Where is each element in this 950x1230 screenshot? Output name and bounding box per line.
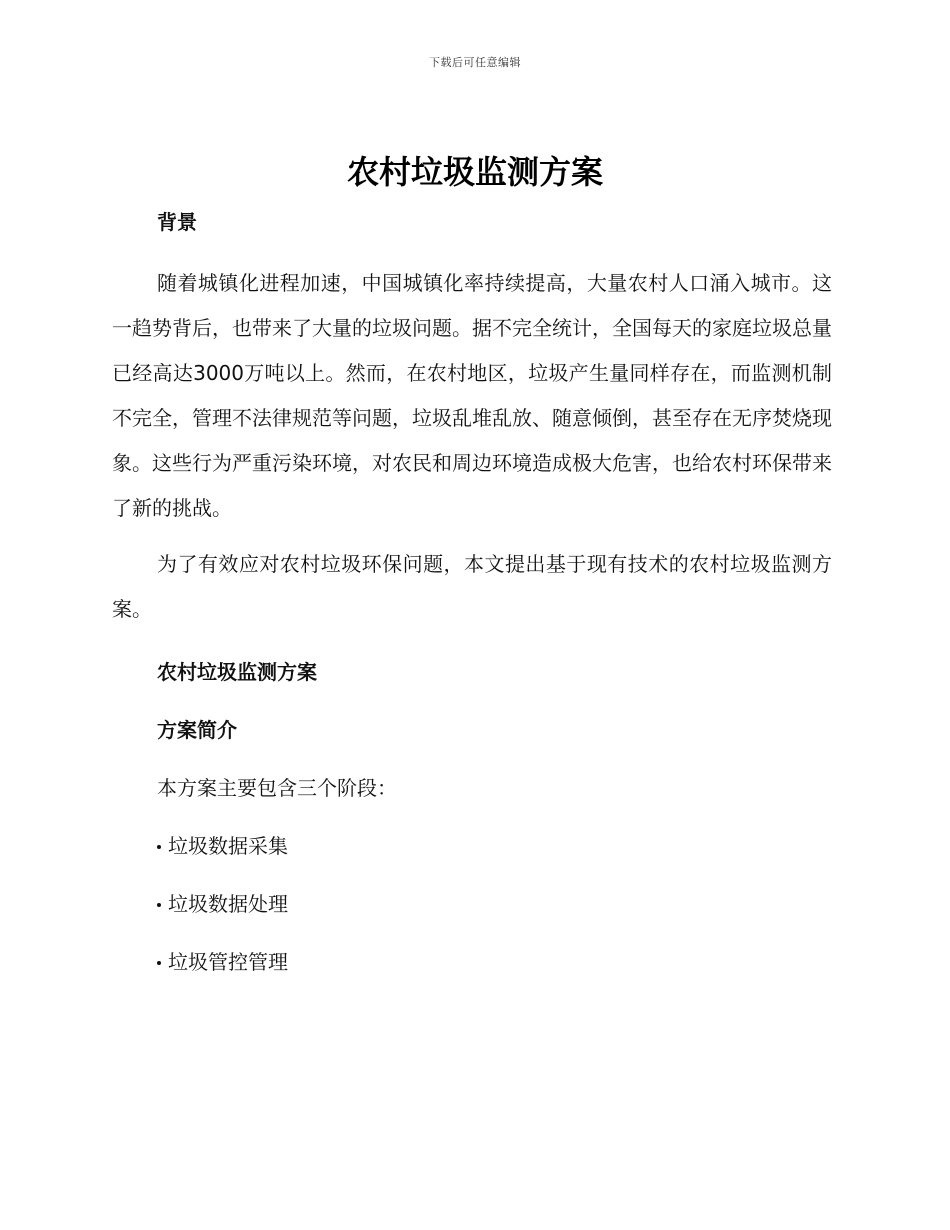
background-paragraph-2: 为了有效应对农村垃圾环保问题，本文提出基于现有技术的农村垃圾监测方案。 — [112, 552, 832, 621]
header-note: 下载后可任意编辑 — [429, 56, 521, 69]
section-heading: 农村垃圾监测方案 — [157, 660, 317, 684]
section-intro: 本方案主要包含三个阶段： — [157, 776, 397, 800]
background-paragraph-1: 随着城镇化进程加速，中国城镇化率持续提高，大量农村人口涌入城市。这一趋势背后，也带来了大量的垃圾问题。据不完全统计，全国每天的家庭垃圾总量已经高达3000万吨以上。然而，在农村地区，垃圾产生量同样存在，而监测机制不完全，管理不法律规范等问题，垃圾乱堆乱放、随意倾倒，甚至存在无序焚烧现象。这些行为严重污染环境，对农民和周边环境造成极大危害，也给农村环保带来了新的挑战。 — [112, 271, 832, 520]
document-body — [112, 204, 832, 980]
list-item-label: 垃圾数据采集 — [168, 834, 288, 858]
bullet-icon — [157, 903, 161, 907]
background-heading: 背景 — [157, 210, 197, 234]
list-item — [157, 944, 832, 980]
list-item-label: 垃圾管控管理 — [168, 950, 288, 974]
document-title: 农村垃圾监测方案 — [346, 153, 603, 191]
list-item — [157, 828, 832, 864]
bullet-icon — [157, 961, 161, 965]
stage-list — [112, 828, 832, 980]
list-item — [157, 886, 832, 922]
list-item-label: 垃圾数据处理 — [168, 892, 288, 916]
bullet-icon — [157, 845, 161, 849]
section-subheading: 方案简介 — [157, 718, 237, 742]
